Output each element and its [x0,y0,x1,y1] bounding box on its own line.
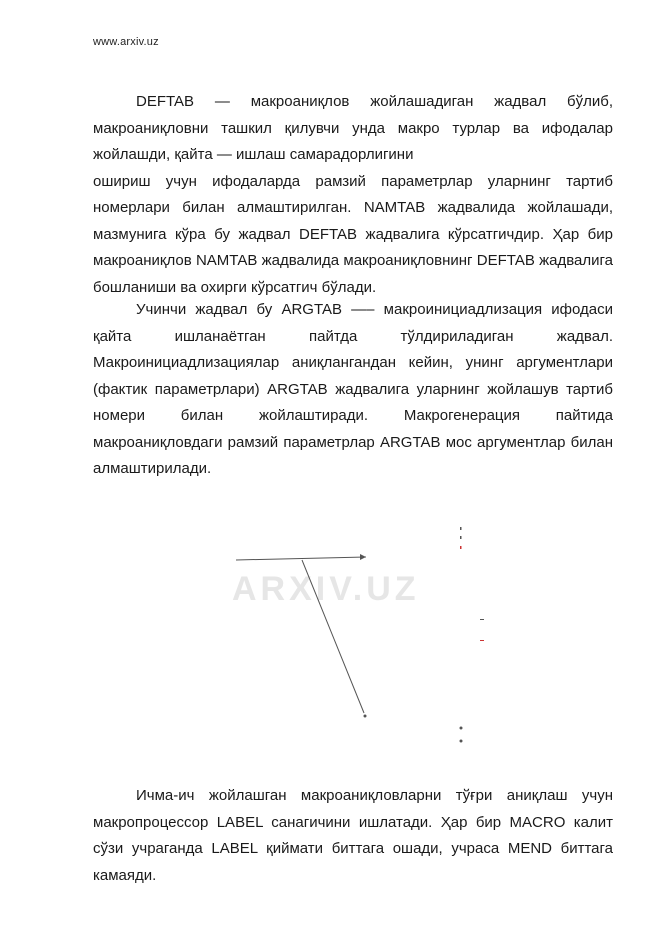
paragraph-label: Ичма-ич жойлашган макроаниқловларни тўғри аниқлаш учун макропроцессор LABEL санагичини ишлатади. Ҳар бир MACRO калит сўзи учраганда LABEL қиймати биттага ошади, учраса MEND биттага камаяди. [93,787,613,884]
marker-4 [480,619,484,620]
marker-3 [460,546,462,549]
diagram-right-markers [460,527,485,743]
diagram-diagonal-line [302,560,364,713]
marker-5 [480,640,484,641]
paragraph-deftab-line2: ошириш учун ифодаларда рамзий параметрлар уларнинг тартиб номерлари билан алмаштирилган. NAMTAB жадвалида жойлашади, мазмунига кўра бу жадвал DEFTAB жадвалига кўрсатгичдир. Ҳар бир макроаниқлов NAMTAB жадвалида макроаниқловнинг DEFTAB жадвалига бошланиши ва охирги кўрсатгич бўлади. [93,172,613,296]
paragraph-deftab-line1: DEFTAB — макроаниқлов жойлашадиган жадвал бўлиб, макроаниқловни ташкил қилувчи унда макро турлар ва ифодалар жойлашди, қайта — ишлаш самарадорлигини [93,93,613,163]
site-url[interactable]: www.arxiv.uz [93,36,159,48]
paragraph-argtab: Учинчи жадвал бу ARGTAB —– макроинициадлизация ифодаси қайта ишланаётган пайтда тўлдириладиган жадвал. Макроинициадлизациялар аниқлангандан кейин, унинг аргументлари (фактик параметрлари) ARGTAB жадвалига уларнинг жойлашув тартиб номери билан жойлаштиради. Макрогенерация пайтида макроаниқловдаги рамзий параметрлар ARGTAB мос аргументлар билан алмаштирилади. [93,301,613,477]
marker-6 [460,727,463,730]
diagram-watermark: ARXIV.UZ [232,570,420,608]
diagram-arrowhead-top [360,554,366,560]
diagram-top-line [236,557,366,560]
marker-7 [460,740,463,743]
marker-2 [460,536,462,539]
diagram-end-dot [364,715,367,718]
marker-1 [460,527,462,530]
